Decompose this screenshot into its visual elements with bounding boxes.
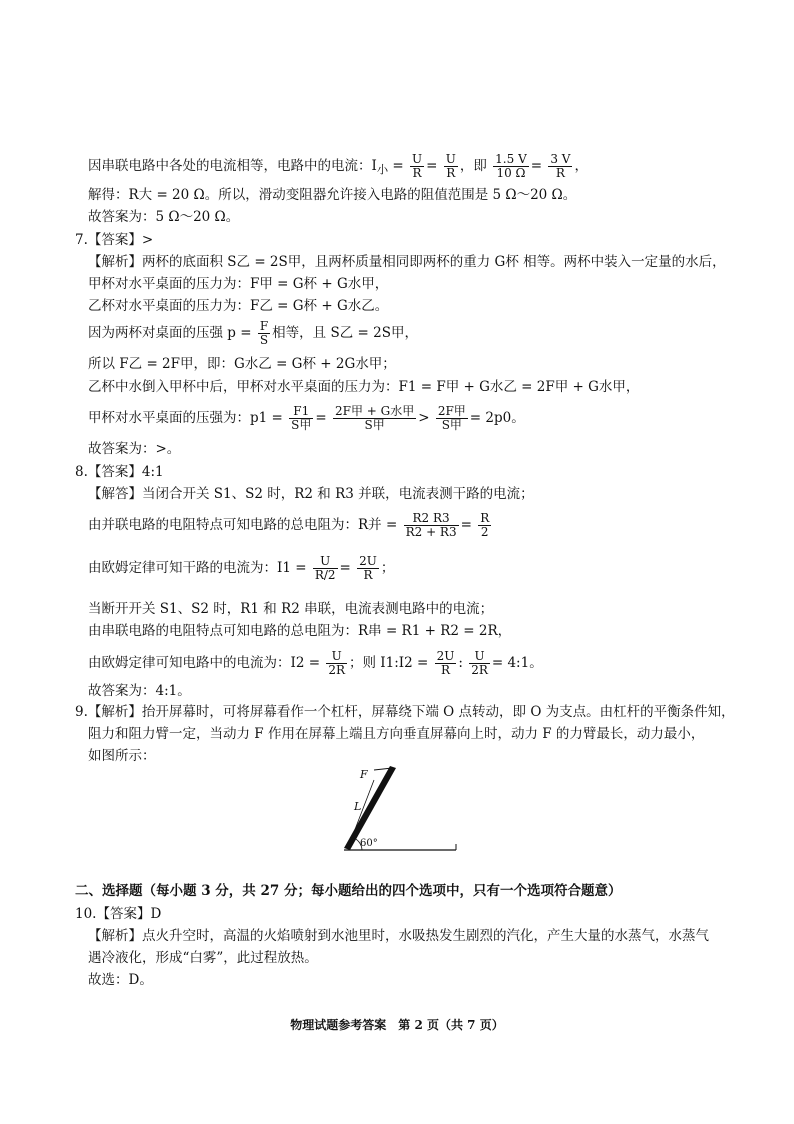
fraction: $\frac{U}{R}$ xyxy=(412,152,423,180)
fraction: $\frac{U}{2R}$ xyxy=(471,649,488,677)
q7-analysis-line: 【解析】两杯的底面积 S乙 = 2S甲，且两杯质量相同即两杯的重力 G杯 相等。两杯中装入一定量的水后， xyxy=(88,254,726,270)
q8-heading: 8.【答案】4:1 xyxy=(75,464,164,480)
q6-solve-line: 解得：R大 = 20 Ω。所以，滑动变阻器允许接入电路的阻值范围是 5 Ω～20 Ω。 xyxy=(88,187,577,203)
fraction: $\frac{R2 R3}{R2 + R3}$ xyxy=(405,511,457,539)
q9-analysis-line: 如图所示： xyxy=(88,748,156,764)
section-2-heading: 二、选择题（每小题 3 分，共 27 分；每小题给出的四个选项中，只有一个选项符合题意） xyxy=(75,883,622,899)
page-footer: 物理试题参考答案 第 2 页（共 7 页） xyxy=(290,1018,504,1032)
fraction: $\frac{1.5 V}{10 \Omega}$ xyxy=(495,152,527,180)
q7-heading: 7.【答案】> xyxy=(75,232,154,248)
q6-answer-line: 故答案为：5 Ω～20 Ω。 xyxy=(88,209,240,225)
text: 小 xyxy=(376,163,389,177)
fraction: $\frac{R}{2}$ xyxy=(480,511,490,539)
fraction: $\frac{2U}{R}$ xyxy=(359,554,377,582)
fraction: $\frac{U}{R/2}$ xyxy=(314,554,336,582)
q8-analysis-line: 【解答】当闭合开关 S1、S2 时，R2 和 R3 并联，电流表测干路的电流； xyxy=(88,486,534,502)
q8-ratio-line: 由欧姆定律可知电路中的电流为：I2 = $\frac{U}{2R}$ ；则 I1:I2 = $\frac{2U}{R}$ : $\frac{U}{2R}$ = 4:1。 xyxy=(88,649,543,677)
q10-answer-line: 故选：D。 xyxy=(88,972,153,988)
fraction: $\frac{F}{S}$ xyxy=(259,319,269,347)
q8-answer-line: 故答案为：4:1。 xyxy=(88,683,191,699)
force-label: F xyxy=(360,768,368,781)
q9-analysis-line: 阻力和阻力臂一定，当动力 F 作用在屏幕上端且方向垂直屏幕向上时，动力 F 的力臂最长，动力最小， xyxy=(88,726,705,742)
q8-current-line: 由欧姆定律可知干路的电流为：I1 = $\frac{U}{R/2}$ = $\frac{2U}{R}$ ； xyxy=(88,554,395,582)
q9-analysis-line: 9.【解析】抬开屏幕时，可将屏幕看作一个杠杆，屏幕绕下端 O 点转动，即 O 为支点。由杠杆的平衡条件知， xyxy=(75,704,735,720)
q7-analysis-line: 乙杯对水平桌面的压力为：F乙 = G杯 + G水乙。 xyxy=(88,298,389,314)
q7-pressure-compare-line: 甲杯对水平桌面的压强为：p1 = $\frac{F1}{\text{S甲}}$ = $\frac{\text{2F甲 + G水甲}}{\text{S甲}}$ > $\frac{\text{2F甲}}{\text{S甲}}$ = 2p0。 xyxy=(88,404,525,432)
q7-analysis-line: 甲杯对水平桌面的压力为：F甲 = G杯 + G水甲， xyxy=(88,276,389,292)
q7-pressure-line: 因为两杯对桌面的压强 p = $\frac{F}{S}$ 相等，且 S乙 = 2S甲， xyxy=(88,319,418,347)
q10-heading: 10.【答案】D xyxy=(75,906,162,922)
fraction: $\frac{3 V}{R}$ xyxy=(550,152,571,180)
q8-parallel-resistance-line: 由并联电路的电阻特点可知电路的总电阻为：R并 = $\frac{R2 R3}{R2 + R3}$ = $\frac{R}{2}$ xyxy=(88,511,490,539)
q7-answer-line: 故答案为：>。 xyxy=(88,441,181,457)
q6-current-line: 因串联电路中各处的电流相等，电路中的电流：$I_小$ = $\frac{U}{R}$ = $\frac{U}{R}$ ，即 $\frac{1.5 V}{10 \Omega}$ = $\frac{3 V}{R}$ ， xyxy=(88,152,588,180)
fraction: $\frac{U}{R}$ xyxy=(445,152,456,180)
lever-diagram xyxy=(330,760,460,860)
fraction: $\frac{2U}{R}$ xyxy=(436,649,455,677)
angle-label: 60° xyxy=(360,838,378,849)
fraction: $\frac{U}{2R}$ xyxy=(328,649,345,677)
fraction: $\frac{\text{2F甲}}{\text{S甲}}$ xyxy=(437,404,466,432)
q10-analysis-line: 【解析】点火升空时，高温的火焰喷射到水池里时，水吸热发生剧烈的汽化，产生大量的水蒸气，水蒸气 xyxy=(88,928,709,944)
q8-analysis-line: 当断开开关 S1、S2 时，R1 和 R2 串联，电流表测电路中的电流； xyxy=(88,601,494,617)
fraction: $\frac{\text{2F甲 + G水甲}}{\text{S甲}}$ xyxy=(334,404,415,432)
q10-analysis-line: 遇冷液化，形成“白雾”，此过程放热。 xyxy=(88,950,318,966)
text: 因串联电路中各处的电流相等，电路中的电流：I xyxy=(88,158,377,174)
text: ，即 xyxy=(459,158,487,174)
q7-analysis-line: 乙杯中水倒入甲杯中后，甲杯对水平桌面的压力为：F1 = F甲 + G水乙 = 2F甲 + G水甲， xyxy=(88,379,640,395)
arm-label: L xyxy=(354,800,362,813)
q7-analysis-line: 所以 F乙 = 2F甲，即：G水乙 = G杯 + 2G水甲； xyxy=(88,356,396,372)
fraction: $\frac{F1}{\text{S甲}}$ xyxy=(291,404,312,432)
q8-analysis-line: 由串联电路的电阻特点可知电路的总电阻为：R串 = R1 + R2 = 2R， xyxy=(88,623,512,639)
